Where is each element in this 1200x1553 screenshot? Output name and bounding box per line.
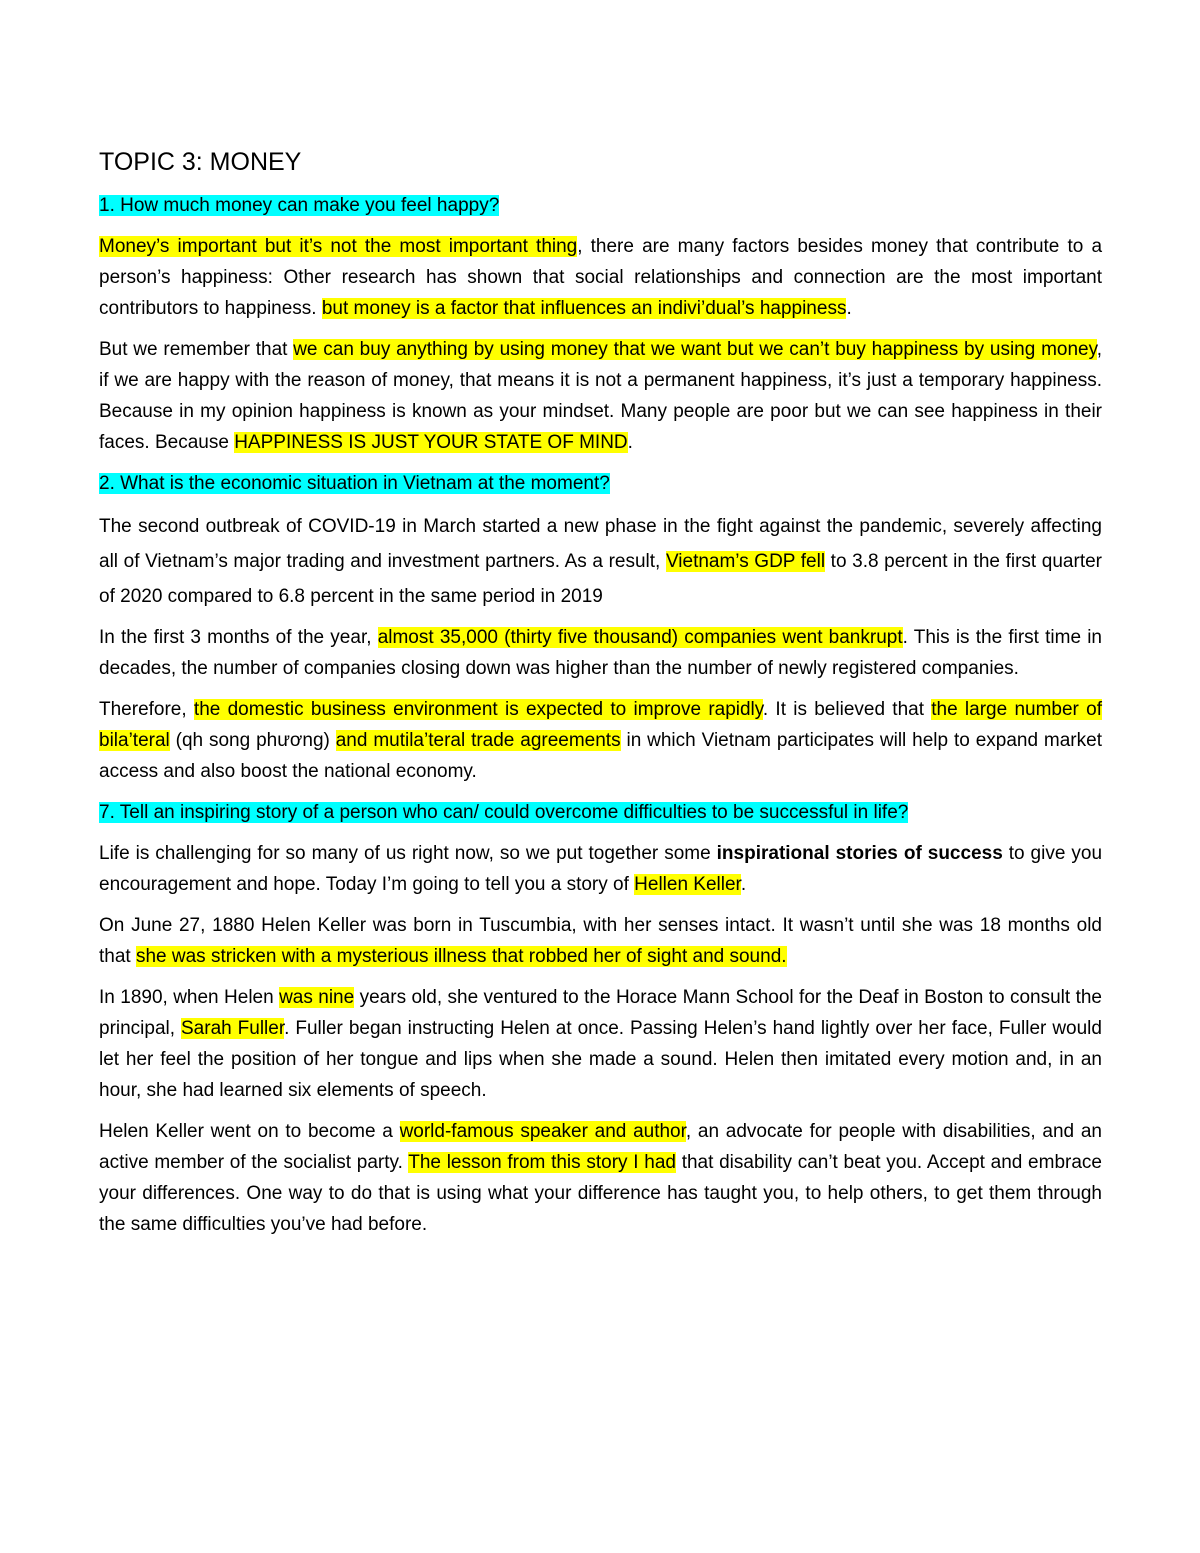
highlighted-text: but money is a factor that influences an indivi’dual’s happiness	[321, 298, 847, 319]
paragraph-text: Therefore,	[99, 699, 194, 720]
question-7-text: 7. Tell an inspiring story of a person who can/ could overcome difficulties to be successful in life?	[99, 802, 909, 823]
answer-1-paragraph-1	[99, 231, 1102, 324]
paragraph-text: . This is the first time in decades, the number of companies closing down was higher than the number of newly registered companies.	[99, 627, 1102, 679]
answer-7-paragraph-4	[99, 1116, 1102, 1240]
document-title: TOPIC 3: MONEY	[99, 148, 302, 176]
paragraph-text: On June 27, 1880 Helen Keller was born in Tuscumbia, with her senses intact. It wasn’t until she was 18 months old that	[99, 915, 1102, 967]
answer-7-paragraph-1	[99, 838, 1102, 900]
paragraph-text: , there are many factors besides money that contribute to a person’s happiness: Other research has shown that social relationships and connection are the most important contributors to happiness.	[99, 236, 1103, 319]
highlighted-text: HAPPINESS IS JUST YOUR STATE OF MIND	[234, 432, 628, 453]
highlighted-text: she was stricken with a mysterious illness that robbed her of sight and sound.	[135, 946, 787, 967]
highlighted-text: the large number of bila’teral	[99, 699, 1102, 751]
question-2-text: 2. What is the economic situation in Vietnam at the moment?	[99, 473, 610, 494]
highlighted-text: The lesson from this story I had	[408, 1152, 676, 1173]
paragraph-text: In 1890, when Helen	[99, 987, 280, 1008]
paragraph-text: in which Vietnam participates will help to expand market access and also boost the national economy.	[99, 730, 1102, 782]
question-7	[99, 797, 1102, 828]
paragraph-text: In the first 3 months of the year,	[99, 627, 378, 648]
paragraph-text: The second outbreak of COVID-19 in March started a new phase in the fight against the pandemic, severely affecting all of Vietnam’s major trading and investment partners. As a result,	[99, 516, 1102, 572]
highlighted-text: Vietnam’s GDP fell	[665, 551, 826, 572]
paragraph-text: , an advocate for people with disabilities, and an active member of the socialist party.	[99, 1121, 1102, 1173]
answer-2-paragraph-3	[99, 694, 1102, 787]
paragraph-text: to give you encouragement and hope. Today I’m going to tell you a story of	[99, 843, 1103, 895]
highlighted-text: and mutila’teral trade agreements	[335, 730, 621, 751]
highlighted-text: Sarah Fuller	[181, 1018, 285, 1039]
answer-7-paragraph-3	[99, 982, 1102, 1106]
answer-2-paragraph-2	[99, 622, 1102, 684]
answer-2-paragraph-1	[99, 509, 1102, 614]
document-page	[99, 140, 1102, 1250]
highlighted-text: was nine	[279, 987, 355, 1008]
paragraph-text: Life is challenging for so many of us right now, so we put together some	[99, 843, 717, 864]
highlighted-text: we can buy anything by using money that we want but we can’t buy happiness by using money	[293, 339, 1097, 360]
paragraph-text: .	[740, 874, 747, 895]
paragraph-text: (qh song phương)	[169, 730, 336, 751]
highlighted-text: world-famous speaker and author	[399, 1121, 686, 1142]
paragraph-text: . It is believed that	[762, 699, 932, 720]
paragraph-text: .	[846, 298, 852, 319]
answer-1-paragraph-2	[99, 334, 1102, 458]
answer-7-paragraph-2	[99, 910, 1102, 972]
highlighted-text: Money’s important but it’s not the most important thing	[99, 236, 578, 257]
paragraph-text: to 3.8 percent in the first quarter of 2020 compared to 6.8 percent in the same period in 2019	[99, 551, 1102, 607]
bold-text: inspirational stories of success	[716, 843, 1003, 864]
question-1	[99, 190, 1102, 221]
question-2	[99, 468, 1102, 499]
paragraph-text: , if we are happy with the reason of money, that means it is not a permanent happiness, it’s just a temporary happiness. Because in my opinion happiness is known as your mindset. Many people are poor but we can see happiness in their faces. Because	[99, 339, 1102, 453]
paragraph-text: But we remember that	[99, 339, 294, 360]
highlighted-text: almost 35,000 (thirty five thousand) companies went bankrupt	[377, 627, 903, 648]
highlighted-text: Hellen Keller	[634, 874, 741, 895]
highlighted-text: the domestic business environment is expected to improve rapidly	[193, 699, 763, 720]
question-1-text: 1. How much money can make you feel happy?	[99, 195, 500, 216]
paragraph-text: . Fuller began instructing Helen at once. Passing Helen’s hand lightly over her face, Fuller would let her feel the position of her tongue and lips when she made a sound. Helen then imitated every motion and, in an hour, she had learned six elements of speech.	[99, 1018, 1102, 1101]
paragraph-text: that disability can’t beat you. Accept and embrace your differences. One way to do that is using what your difference has taught you, to help others, to get them through the same difficulties you’ve had before.	[99, 1152, 1102, 1235]
paragraph-text: .	[627, 432, 633, 453]
paragraph-text: years old, she ventured to the Horace Mann School for the Deaf in Boston to consult the principal,	[99, 987, 1102, 1039]
paragraph-text: Helen Keller went on to become a	[99, 1121, 400, 1142]
